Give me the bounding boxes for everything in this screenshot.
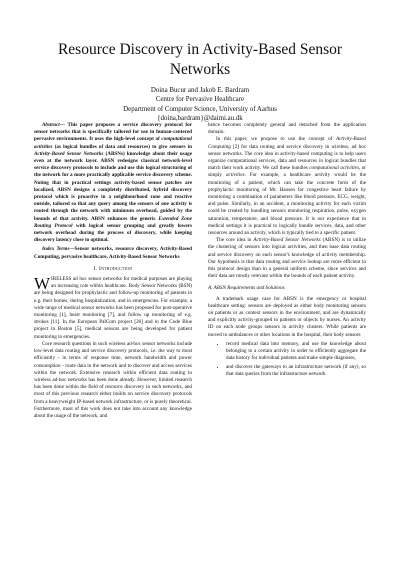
- abstract-term-ezrp: Extended Zone Routing Protocol: [34, 215, 192, 229]
- p4-text-d: . For example, a healthcare activity would be the monitoring of a patient, which can take the concrete form of the prophylactic monitoring of Mr. Hansen for congestive heart failure by monitoring a combination of parameters like blood pressure, ECG, weight, and pulse. Similarly, in an accident, a monitoring activity for each victim could be created by bundling sensors monitoring respiration, pulse, oxygen saturation, temperature, and blood pressure. It is our experience that in medical settings it is practical to logically bundle services, data, and other resources around an activity, which is typically tied to a specific patient.: [208, 172, 366, 237]
- abstract-text-c: (ABSNs) knowledge about their usage even at the network layer. ABSN redesigns classical network-level service discovery protocols to include and use this logical structuring of the network for a more practically applicable service discovery scheme. Noting that in practical settings activity-based sensor patches are localized, ABSN designs a completely distributed, hybrid discovery protocol which is proactive in a neighbourhood zone and reactive outside, tailored so that any query among the sensors of one activity is routed through the network with minimum overhead, guided by the bounds of that activity. ABSN enhances the generic: [34, 150, 192, 222]
- right-column: [208, 122, 366, 379]
- requirements-list: [208, 341, 366, 378]
- section-heading-introduction: I. Introduction: [93, 265, 133, 272]
- author-names: Doina Bucur and Jakob E. Bardram: [150, 87, 250, 94]
- intro-paragraph-1-text: IRELESS ad hoc sensor networks for medical purposes are playing an increasing role within healthcare. Body Sensor Networks (BSN) are being designed for prophylactic and follow-up monitoring of patients in e.g. their homes, during hospitalization, and in emergencies. For example, a wide range of medical sensor networks has been proposed for post-operative monitoring [1], heart monitoring [7], and follow up monitoring of e.g. strokes [11]. In the European PalCom project [20] and in the Code Blue project in Boston [5], medical sensors are being developed for patient monitoring in emergencies.: [34, 276, 192, 340]
- index-terms: [34, 246, 192, 260]
- index-terms-text: —Sensor networks, resource discovery, Activity-Based Computing, pervasive healthcare, Activity-Based Sensor Networks: [34, 246, 193, 260]
- list-item: • and discover the gateways to an infrastructure network (if any), so that data queries from the infrastructure network: [226, 364, 366, 378]
- index-terms-label: Index Terms: [42, 246, 70, 253]
- list-item: • record medical data into memory, and use the knowledge about belonging to a certain activity in order to efficiently aggregate the data history for individual patients and make simple diagnoses,: [226, 341, 366, 363]
- intro-paragraph-4: [208, 136, 366, 237]
- abstract-text-b: (as logical bundles of data and resources) to give sensors in: [52, 143, 192, 150]
- requirements-paragraph: A trademark usage case for ABSN is the emergency or hospital healthcare setting: sensors are deployed as either body monitoring sensors on patients or as context sensors in the environment, and are dynamically and explicitly activity-grouped to patients or objects by nurses. An activity ID on each node groups sensors in activity clusters. While patients are moved to ambulances or other locations in the hospital, their body sensors: [208, 295, 366, 338]
- abstract: [34, 122, 192, 244]
- author-block: [80, 86, 320, 123]
- subsection-heading: A. ABSN Requirements and Solutions: [208, 285, 285, 292]
- intro-paragraph-3: hence becomes completely general and detached from the application domain.: [208, 122, 366, 136]
- p4-term-activities: activities: [225, 172, 245, 179]
- drop-cap: W: [34, 274, 51, 294]
- p5-term-absn: Activity-Based Sensor Networks: [253, 237, 321, 244]
- paper-title: [40, 40, 360, 80]
- p5-text-b: (ABSN) is to utilize the clustering of sensors into logical activities, and then base data routing and service discovery on each sensor's knowledge of activity membership. Our hypothesis is that data routing and service lookup are more efficient in this protocol design than in a general uniform scheme, since services and their data are mostly relevant within the bounds of each patient activity.: [208, 237, 366, 280]
- author-email: {doina,bardram}@daimi.au.dk: [157, 114, 243, 122]
- title-line-2: Networks: [169, 61, 231, 78]
- abstract-text-d: with logical sensor grouping and greatly lowers network overhead during the process of discovery, while keeping discovery latency close to optimal.: [34, 222, 192, 244]
- p4-term-abc: Activity-Based Computing: [208, 136, 366, 150]
- p4-text-c: , or simply: [208, 165, 367, 179]
- p4-text-a: In this paper, we propose to use the concept of: [216, 136, 337, 143]
- p4-term-comp-activities: computational activities: [309, 165, 359, 172]
- intro-paragraph-5: [208, 237, 366, 280]
- abstract-label: Abstract: [42, 122, 60, 128]
- intro-paragraph-2: Core research questions in such wireless ad-hoc sensor networks include low-level data routing and service discovery protocols, i.e. the way to most efficiently - in terms of response time, network bandwidth and power consumption - route data in the network and to discover and access services within the network. Extensive research within efficient data routing in wireless ad-hoc networks has been done already. However, limited research has been done within the field of resource discovery in such networks, and most of this previous research either builds on service discovery protocols from a heavyweight IP-based network infrastructure, or is purely theoretical. Furthermore, most of this work does not take into account any knowledge about the usage of the network, and: [34, 340, 192, 419]
- affiliation-centre: Centre for Pervasive Healthcare: [155, 96, 245, 104]
- left-column: [34, 122, 192, 420]
- abstract-term-activities: computational activities: [34, 136, 192, 150]
- abstract-term-absn: Activity-Based Sensor Networks: [34, 150, 104, 157]
- p5-text-a: The core idea in: [216, 237, 254, 244]
- title-line-1: Resource Discovery in Activity-Based Sensor: [57, 41, 343, 58]
- abstract-text-a: — This paper proposes a service discovery protocol for sensor networks that is specifically tailored for use in human-centered pervasive environments. It uses the high-level concept of: [34, 122, 192, 143]
- affiliation-department: Department of Computer Science, University of Aarhus: [123, 105, 277, 113]
- p4-text-b: [2] for data routing and service discovery in wireless, ad hoc sensor networks. The core idea in activity-based computing is to help users organize computational services, data and resources in logical bundles that match their work activity. We call these bundles: [208, 143, 366, 172]
- intro-paragraph-1: [34, 276, 192, 341]
